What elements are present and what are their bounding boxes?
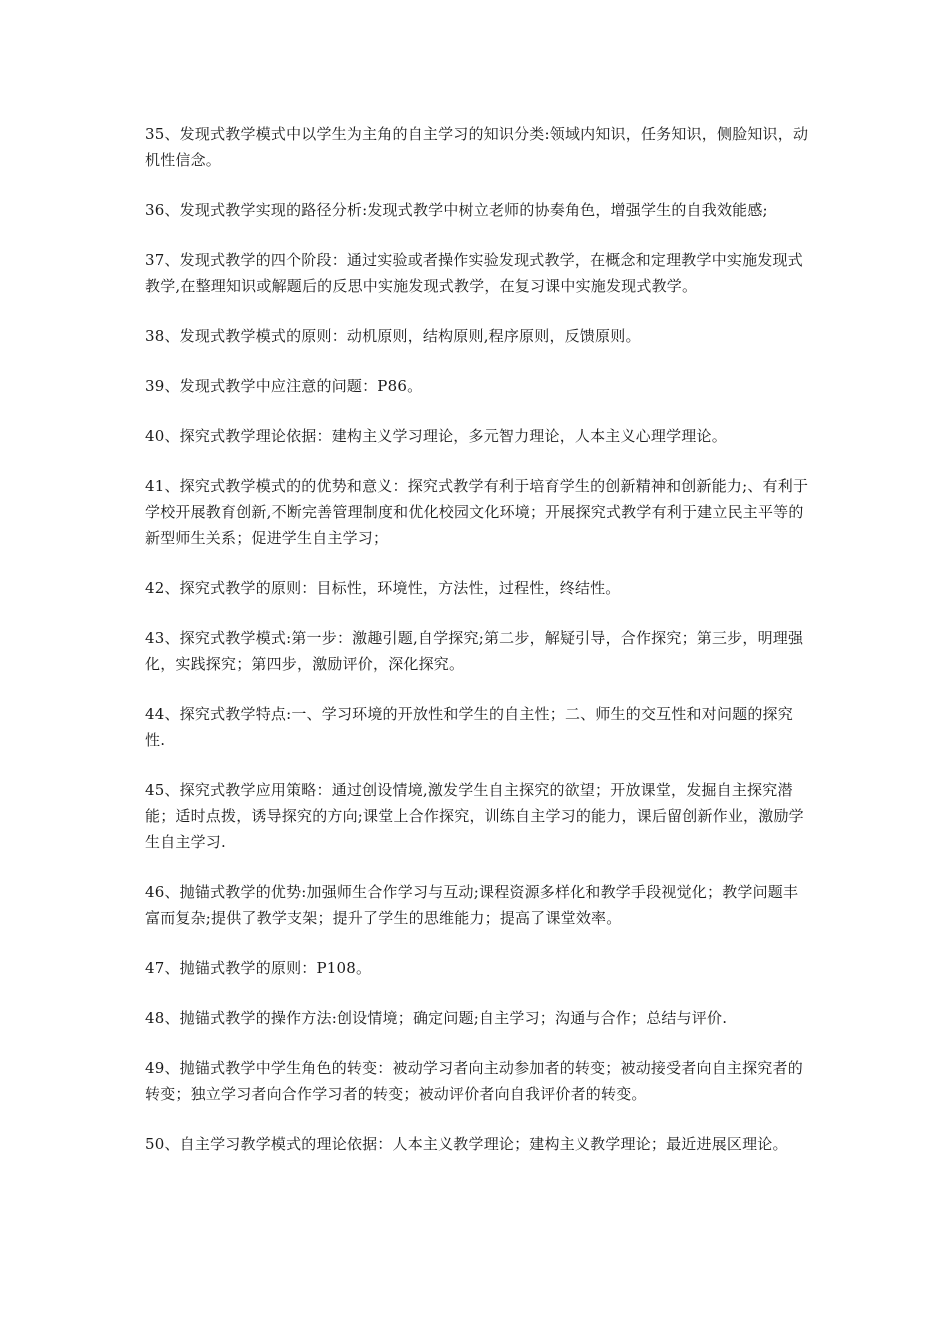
document-body bbox=[145, 121, 810, 1181]
paragraph-41: 41、探究式教学模式的的优势和意义：探究式教学有利于培育学生的创新精神和创新能力;、有利于学校开展教育创新,不断完善管理制度和优化校园文化环境；开展探究式教学有利于建立民主平等的新型师生关系；促进学生自主学习； bbox=[145, 477, 809, 547]
paragraph-37: 37、发现式教学的四个阶段：通过实验或者操作实验发现式教学，在概念和定理教学中实施发现式教学,在整理知识或解题后的反思中实施发现式教学，在复习课中实施发现式教学。 bbox=[145, 251, 803, 295]
paragraph-46: 46、抛锚式教学的优势:加强师生合作学习与互动;课程资源多样化和教学手段视觉化；教学问题丰富而复杂;提供了教学支架；提升了学生的思维能力；提高了课堂效率。 bbox=[145, 883, 799, 927]
paragraph-49: 49、抛锚式教学中学生角色的转变：被动学习者向主动参加者的转变；被动接受者向自主探究者的转变；独立学习者向合作学习者的转变；被动评价者向自我评价者的转变。 bbox=[145, 1059, 803, 1103]
paragraph-43: 43、探究式教学模式:第一步：激趣引题,自学探究;第二步，解疑引导，合作探究；第三步，明理强化，实践探究；第四步，激励评价，深化探究。 bbox=[145, 629, 804, 673]
paragraph-39: 39、发现式教学中应注意的问题：P86。 bbox=[145, 377, 423, 395]
paragraph-47: 47、抛锚式教学的原则：P108。 bbox=[145, 959, 372, 977]
paragraph-36: 36、发现式教学实现的路径分析:发现式教学中树立老师的协奏角色，增强学生的自我效能感; bbox=[145, 201, 768, 219]
paragraph-45: 45、探究式教学应用策略：通过创设情境,激发学生自主探究的欲望；开放课堂，发掘自主探究潜能；适时点拨，诱导探究的方向;课堂上合作探究，训练自主学习的能力，课后留创新作业，激励学生自主学习. bbox=[145, 781, 804, 851]
paragraph-38: 38、发现式教学模式的原则：动机原则，结构原则,程序原则，反馈原则。 bbox=[145, 327, 641, 345]
paragraph-50: 50、自主学习教学模式的理论依据：人本主义教学理论；建构主义教学理论；最近进展区理论。 bbox=[145, 1135, 788, 1153]
paragraph-40: 40、探究式教学理论依据：建构主义学习理论，多元智力理论，人本主义心理学理论。 bbox=[145, 427, 727, 445]
paragraph-48: 48、抛锚式教学的操作方法:创设情境；确定问题;自主学习；沟通与合作；总结与评价. bbox=[145, 1009, 728, 1027]
paragraph-35: 35、发现式教学模式中以学生为主角的自主学习的知识分类:领域内知识，任务知识，侧脸知识，动机性信念。 bbox=[145, 125, 809, 169]
paragraph-42: 42、探究式教学的原则：目标性，环境性，方法性，过程性，终结性。 bbox=[145, 579, 621, 597]
paragraph-44: 44、探究式教学特点:一、学习环境的开放性和学生的自主性；二、师生的交互性和对问题的探究性. bbox=[145, 705, 793, 749]
